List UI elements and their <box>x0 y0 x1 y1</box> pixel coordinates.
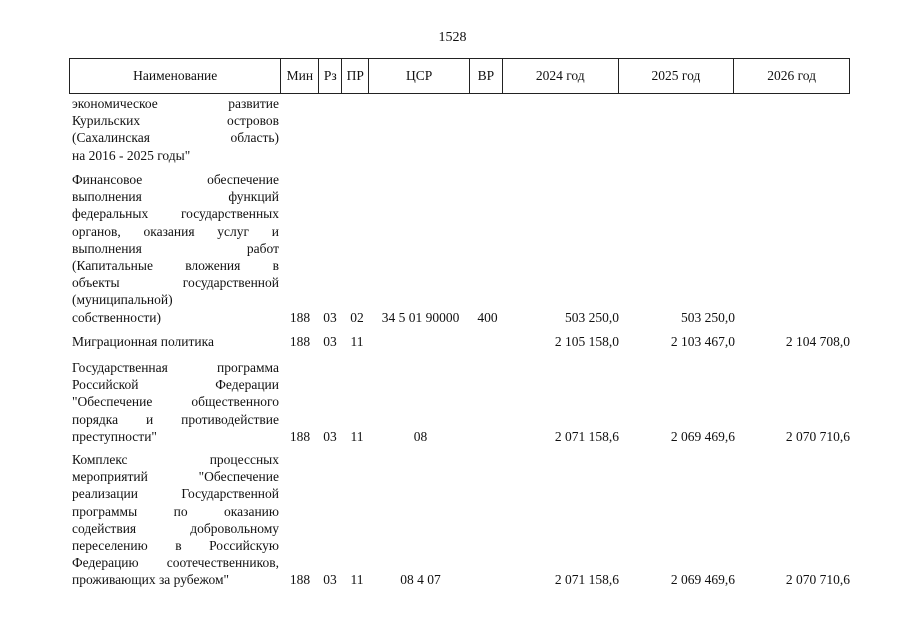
row-name-line: выполнения функций <box>72 189 279 205</box>
cell-pr: 11 <box>350 333 364 349</box>
row-name-line: проживающих за рубежом" <box>72 572 230 588</box>
cell-min: 188 <box>289 428 311 444</box>
cell-y2026: 2 070 710,6 <box>785 572 850 588</box>
row-name-line: содействия добровольному <box>72 520 279 536</box>
table-header <box>69 58 850 94</box>
row-name-line: (муниципальной) <box>72 292 173 308</box>
cell-y2024: 2 105 158,0 <box>554 333 619 349</box>
row-name-line: переселению в Российскую <box>72 538 279 554</box>
row-name-line: Федерацию соотечественников, <box>72 555 279 571</box>
cell-y2026: 2 104 708,0 <box>785 333 850 349</box>
cell-rz: 03 <box>323 309 337 325</box>
cell-y2025: 2 069 469,6 <box>670 428 735 444</box>
cell-csr: 08 <box>413 428 428 444</box>
header-min: Мин <box>281 59 319 93</box>
row-name-line: Комплекс процессных <box>72 452 279 467</box>
row-name <box>72 333 279 350</box>
row-name <box>72 451 279 589</box>
row-name-line: порядка и противодействие <box>72 411 279 427</box>
cell-pr: 02 <box>350 309 364 325</box>
cell-pr: 11 <box>350 428 364 444</box>
header-csr: ЦСР <box>369 59 470 93</box>
row-name-line: собственности) <box>72 309 161 325</box>
row-name-line: "Обеспечение общественного <box>72 394 279 410</box>
row-name-line: преступности" <box>72 428 157 444</box>
cell-min: 188 <box>289 309 311 325</box>
cell-y2025: 2 069 469,6 <box>670 572 735 588</box>
row-name-line: Финансовое обеспечение <box>72 172 279 187</box>
header-2026: 2026 год <box>767 68 817 83</box>
cell-csr: 34 5 01 90000 <box>381 309 460 325</box>
row-name-line: программы по оказанию <box>72 503 279 519</box>
row-name <box>72 359 279 445</box>
row-name-line: на 2016 - 2025 годы" <box>72 147 191 163</box>
row-name-line: объекты государственной <box>72 275 279 291</box>
cell-min: 188 <box>289 333 311 349</box>
row-name-line: (Капитальные вложения в <box>72 258 279 274</box>
table-row <box>69 171 850 326</box>
cell-rz: 03 <box>323 333 337 349</box>
row-name <box>72 171 279 326</box>
header-name: Наименование <box>70 59 281 93</box>
cell-csr: 08 4 07 <box>400 572 441 588</box>
table-row <box>69 359 850 445</box>
row-name-line: реализации Государственной <box>72 486 279 502</box>
cell-y2024: 503 250,0 <box>565 309 619 325</box>
row-name <box>72 95 279 164</box>
cell-y2024: 2 071 158,6 <box>554 428 619 444</box>
row-name-line: органов, оказания услуг и <box>72 223 279 239</box>
row-name-line: выполнения работ <box>72 240 279 256</box>
cell-min: 188 <box>289 572 311 588</box>
cell-vr: 400 <box>477 309 498 325</box>
header-vr: ВР <box>470 59 503 93</box>
table-row <box>69 451 850 589</box>
row-name-line: федеральных государственных <box>72 206 279 222</box>
row-name-line: Миграционная политика <box>72 334 214 349</box>
table-row <box>69 333 850 350</box>
header-rz: Рз <box>319 59 342 93</box>
cell-y2024: 2 071 158,6 <box>554 572 619 588</box>
row-name-line: Российской Федерации <box>72 377 279 393</box>
header-2025: 2025 год <box>619 59 735 93</box>
page-number: 1528 <box>438 30 467 45</box>
cell-y2025: 2 103 467,0 <box>670 333 735 349</box>
table-row <box>69 95 850 164</box>
row-name-line: Государственная программа <box>72 360 279 375</box>
row-name-line: Курильских островов <box>72 113 279 129</box>
header-pr: ПР <box>342 59 369 93</box>
cell-rz: 03 <box>323 572 337 588</box>
cell-rz: 03 <box>323 428 337 444</box>
row-name-line: экономическое развитие <box>72 96 279 111</box>
row-name-line: (Сахалинская область) <box>72 130 279 146</box>
row-name-line: мероприятий "Обеспечение <box>72 469 279 485</box>
cell-pr: 11 <box>350 572 364 588</box>
header-2024: 2024 год <box>503 59 619 93</box>
cell-y2026: 2 070 710,6 <box>785 428 850 444</box>
cell-y2025: 503 250,0 <box>681 309 735 325</box>
